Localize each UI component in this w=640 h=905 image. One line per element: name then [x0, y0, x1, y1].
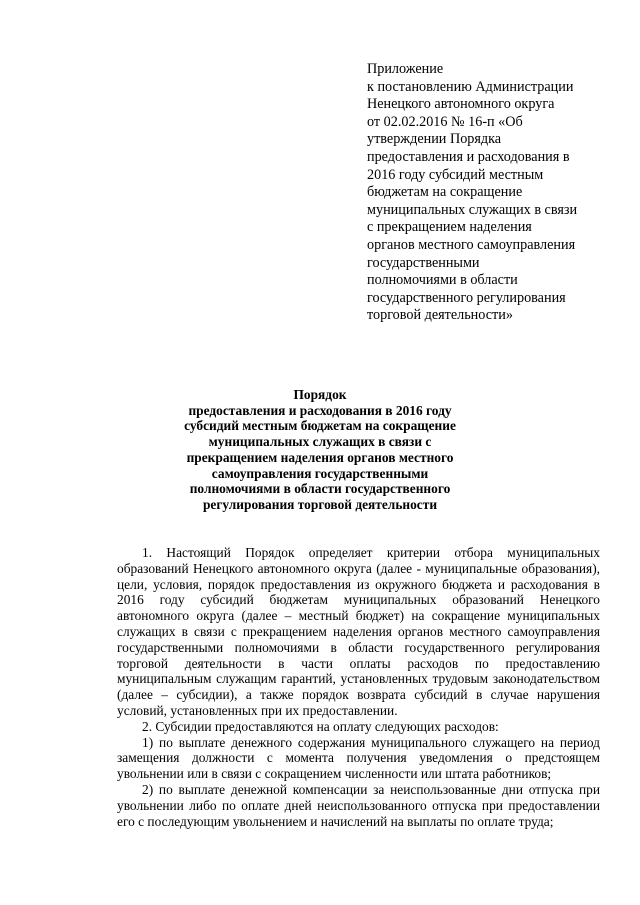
- body-line: увольнении либо по оплате дней неиспользованного отпуска при предоставлении: [117, 797, 600, 813]
- body-line: 2) по выплате денежной компенсации за неиспользованные дни отпуска при: [142, 781, 600, 797]
- document-title: [130, 387, 510, 513]
- title-line: полномочиями в области государственного: [189, 481, 451, 497]
- title-line: предоставления и расходования в 2016 году: [188, 402, 452, 418]
- title-line: регулирования торговой деятельности: [202, 496, 438, 512]
- body-line: автономного округа (далее – местный бюджет) на сокращение муниципальных: [117, 608, 600, 624]
- body-line: служащих в связи с прекращением наделения органов местного самоуправления: [117, 623, 600, 639]
- appendix-line: предоставления и расходования в: [367, 148, 570, 165]
- body-line: образований Ненецкого автономного округа (далее - муниципальные образования),: [117, 560, 600, 576]
- appendix-line: утверждении Порядка: [367, 131, 502, 148]
- body-line: условий, установленных при их предоставлении.: [117, 702, 398, 718]
- title-line: муниципальных служащих в связи с: [208, 434, 432, 450]
- title-line: Порядок: [293, 387, 347, 402]
- appendix-line: государственными: [367, 254, 480, 271]
- title-line: прекращением наделения органов местного: [186, 449, 454, 465]
- body-line: муниципальным служащим гарантий, установленных трудовым законодательством: [117, 671, 600, 687]
- body-line: государственными полномочиями в области государственного регулирования: [117, 639, 600, 655]
- appendix-line: с прекращением наделения: [367, 219, 532, 236]
- body-line: 1. Настоящий Порядок определяет критерии отбора муниципальных: [142, 545, 600, 560]
- body-line: 2016 году субсидий бюджетам муниципальных образований Ненецкого: [117, 592, 600, 608]
- title-line: субсидий местным бюджетам на сокращение: [184, 418, 456, 434]
- appendix-line: органов местного самоуправления: [367, 236, 576, 253]
- body-line: торговой деятельности в части оплаты расходов по предоставлению: [117, 655, 600, 671]
- appendix-line: от 02.02.2016 № 16-п «Об: [367, 113, 523, 130]
- body-line: 2. Субсидии предоставляются на оплату следующих расходов:: [142, 718, 499, 734]
- body-line: (далее – субсидии), а также порядок возврата субсидий в случае нарушения: [117, 687, 600, 703]
- appendix-line: 2016 году субсидий местным: [367, 166, 544, 183]
- appendix-line: к постановлению Администрации: [367, 78, 574, 95]
- body-line: увольнении или в связи с сокращением численности или штата работников;: [117, 766, 552, 782]
- appendix-line: муниципальных служащих в связи: [367, 201, 578, 218]
- document-body: [117, 545, 600, 829]
- appendix-line: Приложение: [367, 61, 444, 77]
- appendix-line: государственного регулирования: [367, 289, 566, 306]
- appendix-line: полномочиями в области: [367, 272, 518, 289]
- body-line: замещения должности с момента получения уведомления о предстоящем: [117, 750, 600, 766]
- appendix-line: торговой деятельности»: [367, 307, 513, 324]
- title-line: самоуправления государственными: [211, 465, 429, 481]
- body-line: цели, условия, порядок предоставления из окружного бюджета и расходования в: [117, 576, 600, 592]
- body-line: его с последующим увольнением и начислений на выплаты по оплате труда;: [117, 813, 554, 829]
- appendix-header: [367, 61, 607, 325]
- appendix-line: Ненецкого автономного округа: [367, 96, 555, 113]
- body-line: 1) по выплате денежного содержания муниципального служащего на период: [142, 734, 600, 750]
- appendix-line: бюджетам на сокращение: [367, 184, 523, 201]
